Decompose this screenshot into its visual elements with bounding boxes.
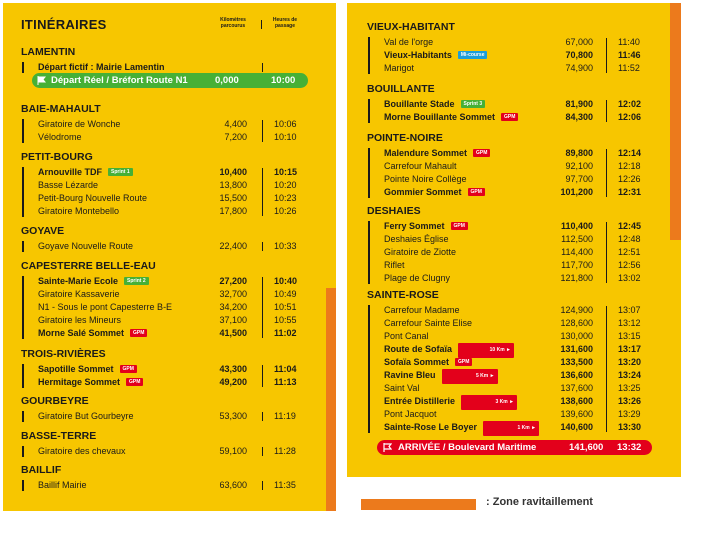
- row-km: 112,500: [561, 234, 593, 244]
- row-time: 13:20: [618, 357, 642, 367]
- column-separator: [606, 100, 607, 122]
- row-time: 13:26: [618, 396, 642, 406]
- row-km: 138,600: [560, 396, 593, 406]
- row-km: 89,800: [565, 148, 593, 158]
- row-km: 84,300: [565, 112, 593, 122]
- section-title: SAINTE-ROSE: [367, 289, 439, 301]
- itinerary-row: [3, 131, 323, 144]
- section-title: GOURBEYRE: [21, 395, 89, 407]
- row-km: 121,800: [560, 273, 593, 283]
- column-separator: [606, 38, 607, 73]
- section-title: TROIS-RIVIÈRES: [21, 348, 106, 360]
- row-km: 27,200: [219, 276, 247, 286]
- route-bar: [368, 305, 370, 433]
- route-bar: [22, 364, 24, 388]
- row-place: Morne Salé Sommet: [38, 328, 125, 338]
- row-km: 13,800: [219, 180, 247, 190]
- itinerary-row: [3, 179, 323, 192]
- row-place: Marigot: [384, 63, 415, 73]
- row-place: Sapotille Sommet: [38, 364, 114, 374]
- km-marker-badge: 10 Km ►: [458, 343, 514, 358]
- itinerary-row: [347, 186, 667, 199]
- itinerary-row: [347, 98, 667, 111]
- row-time: 11:46: [618, 50, 641, 60]
- col-header-separator: [261, 20, 262, 29]
- column-separator: [606, 306, 607, 432]
- row-km: 128,600: [560, 318, 593, 328]
- row-place: Route de Sofaïa: [384, 344, 453, 354]
- row-km: 34,200: [219, 302, 247, 312]
- column-separator: [262, 481, 263, 490]
- row-place: Bouillante Stade: [384, 99, 455, 109]
- row-place: Giratoire Kassaverie: [38, 289, 120, 299]
- row-place: Arnouville TDF: [38, 167, 103, 177]
- itinerary-row: [3, 192, 323, 205]
- gpm-badge: GPM: [473, 149, 490, 157]
- itinerary-row: [3, 301, 323, 314]
- row-place: Pont Jacquot: [384, 409, 437, 419]
- route-bar: [22, 411, 24, 422]
- itinerary-row: [347, 147, 667, 160]
- row-km: 136,600: [560, 370, 593, 380]
- itinerary-row: [3, 288, 323, 301]
- row-place: Ferry Sommet: [384, 221, 445, 231]
- itinerary-row: [347, 421, 667, 434]
- row-km: 133,500: [560, 357, 593, 367]
- itinerary-row: [3, 205, 323, 218]
- row-km: 43,300: [219, 364, 247, 374]
- row-km: 139,600: [560, 409, 593, 419]
- row-km: 67,000: [565, 37, 593, 47]
- row-place: Goyave Nouvelle Route: [38, 241, 134, 251]
- row-place: Pont Canal: [384, 331, 429, 341]
- row-km: 41,500: [219, 328, 247, 338]
- row-place: Gommier Sommet: [384, 187, 462, 197]
- row-time: 10:15: [274, 167, 298, 177]
- section-title: VIEUX-HABITANT: [367, 21, 455, 33]
- row-time: 11:35: [274, 480, 296, 490]
- itinerary-row: [347, 49, 667, 62]
- route-bar: [22, 446, 24, 457]
- mi-course-badge: Mi-course: [458, 51, 488, 59]
- col-header-time: Heures de passage: [272, 17, 298, 29]
- row-place: Giratoire des chevaux: [38, 446, 126, 456]
- section-title: CAPESTERRE BELLE-EAU: [21, 260, 156, 272]
- row-km: 131,600: [560, 344, 593, 354]
- section-title: BASSE-TERRE: [21, 430, 97, 442]
- refuel-zone-stripe-right: [670, 3, 681, 240]
- section-title: BAIE-MAHAULT: [21, 103, 101, 115]
- legend-swatch: [361, 499, 476, 510]
- row-place: Sainte-Rose Le Boyer: [384, 422, 478, 432]
- itinerary-row: [347, 272, 667, 285]
- itinerary-row: [347, 160, 667, 173]
- gpm-badge: GPM: [120, 365, 137, 373]
- row-place: Malendure Sommet: [384, 148, 468, 158]
- row-place: Vieux-Habitants: [384, 50, 452, 60]
- row-place: Plage de Clugny: [384, 273, 451, 283]
- itinerary-row: [347, 220, 667, 233]
- row-km: 32,700: [219, 289, 247, 299]
- row-km: 92,100: [565, 161, 593, 171]
- column-separator: [262, 242, 263, 251]
- row-km: 124,900: [560, 305, 593, 315]
- row-place: Giratoire Montebello: [38, 206, 120, 216]
- itinerary-row: [347, 356, 667, 369]
- itinerary-row: [3, 445, 323, 458]
- row-time: 10:20: [274, 180, 297, 190]
- row-place: Deshaies Église: [384, 234, 449, 244]
- arrival-name: ARRIVÉE / Boulevard Maritime: [398, 442, 537, 453]
- row-place: Départ fictif : Mairie Lamentin: [38, 62, 165, 72]
- column-separator: [606, 149, 607, 197]
- itinerary-row: [347, 408, 667, 421]
- row-time: 13:24: [618, 370, 642, 380]
- km-marker-badge: 3 Km ►: [461, 395, 517, 410]
- row-place: Ravine Bleu: [384, 370, 436, 380]
- row-time: 11:19: [274, 411, 296, 421]
- route-bar: [22, 276, 24, 339]
- km-marker-badge: 5 Km ►: [442, 369, 498, 384]
- row-km: 74,900: [565, 63, 593, 73]
- itinerary-row: [3, 118, 323, 131]
- column-separator: [262, 63, 263, 72]
- column-separator: [262, 120, 263, 142]
- row-km: 117,700: [561, 260, 593, 270]
- row-place: Giratoire les Mineurs: [38, 315, 122, 325]
- itinerary-row: [347, 382, 667, 395]
- start-banner: [32, 73, 308, 88]
- row-time: 11:04: [274, 364, 297, 374]
- row-place: Baillif Mairie: [38, 480, 87, 490]
- sprint-badge: Sprint 1: [108, 168, 133, 176]
- itinerary-row: [3, 166, 323, 179]
- arrival-time: 13:32: [617, 442, 642, 453]
- row-km: 0,000: [215, 75, 239, 86]
- row-place: Saint Val: [384, 383, 420, 393]
- row-place: Départ Réel / Bréfort Route N1: [51, 75, 188, 86]
- itinerary-row: [3, 376, 323, 389]
- route-bar: [368, 148, 370, 198]
- row-time: 13:30: [618, 422, 642, 432]
- row-place: Petit-Bourg Nouvelle Route: [38, 193, 148, 203]
- row-km: 101,200: [560, 187, 593, 197]
- itinerary-row: [3, 275, 323, 288]
- row-km: 37,100: [219, 315, 247, 325]
- refuel-zone-stripe-left: [326, 288, 336, 511]
- flag-icon: [37, 76, 46, 85]
- column-separator: [606, 222, 607, 283]
- gpm-badge: GPM: [451, 222, 468, 230]
- row-place: Entrée Distillerie: [384, 396, 456, 406]
- row-time: 11:02: [274, 328, 297, 338]
- row-time: 12:02: [618, 99, 642, 109]
- section-title: LAMENTIN: [21, 46, 76, 58]
- row-time: 13:25: [618, 383, 641, 393]
- row-place: Hermitage Sommet: [38, 377, 121, 387]
- itinerary-row: [3, 479, 323, 492]
- legend-label: : Zone ravitaillement: [486, 496, 593, 508]
- row-km: 22,400: [219, 241, 247, 251]
- itinerary-row: [347, 369, 667, 382]
- col-header-km: Kilomètres parcourus: [220, 17, 246, 29]
- row-km: 7,200: [224, 132, 247, 142]
- route-bar: [22, 167, 24, 217]
- section-title: POINTE-NOIRE: [367, 132, 443, 144]
- gpm-badge: GPM: [126, 378, 143, 386]
- row-time: 12:06: [618, 112, 642, 122]
- sprint-badge: Sprint 3: [461, 100, 486, 108]
- row-time: 11:40: [618, 37, 640, 47]
- route-bar: [368, 221, 370, 284]
- itinerary-row: [3, 74, 323, 87]
- row-km: 59,100: [219, 446, 247, 456]
- itinerary-row: [3, 363, 323, 376]
- itinerary-row: [3, 327, 323, 340]
- row-place: Basse Lézarde: [38, 180, 99, 190]
- itinerary-row: [347, 395, 667, 408]
- route-bar: [22, 241, 24, 252]
- row-place: N1 - Sous le pont Capesterre B-E: [38, 302, 173, 312]
- itinerary-row: [347, 62, 667, 75]
- route-bar: [22, 62, 24, 73]
- route-bar: [368, 99, 370, 123]
- itinerary-row: [347, 246, 667, 259]
- row-place: Sainte-Marie Ecole: [38, 276, 119, 286]
- gpm-badge: GPM: [501, 113, 518, 121]
- row-km: 10,400: [219, 167, 247, 177]
- row-time: 10:23: [274, 193, 297, 203]
- itinerary-row: [347, 259, 667, 272]
- row-place: Pointe Noire Collège: [384, 174, 467, 184]
- column-separator: [262, 168, 263, 216]
- itinerary-row: [3, 240, 323, 253]
- row-km: 53,300: [219, 411, 247, 421]
- row-km: 4,400: [224, 119, 247, 129]
- row-time: 10:55: [274, 315, 297, 325]
- row-time: 12:56: [618, 260, 641, 270]
- row-time: 13:07: [618, 305, 641, 315]
- row-time: 11:52: [618, 63, 640, 73]
- row-km: 114,400: [561, 247, 593, 257]
- row-time: 10:33: [274, 241, 297, 251]
- itinerary-row: [3, 410, 323, 423]
- row-time: 12:51: [618, 247, 641, 257]
- section-title: DESHAIES: [367, 205, 421, 217]
- arrival-km: 141,600: [569, 442, 604, 453]
- right-itinerary-panel: [347, 3, 681, 477]
- row-place: Giratoire de Wonche: [38, 119, 121, 129]
- row-time: 13:12: [618, 318, 641, 328]
- row-time: 10:40: [274, 276, 298, 286]
- row-km: 17,800: [219, 206, 247, 216]
- row-time: 10:10: [274, 132, 297, 142]
- itinerary-row: [347, 330, 667, 343]
- row-km: 130,000: [560, 331, 593, 341]
- row-time: 10:06: [274, 119, 297, 129]
- gpm-badge: GPM: [130, 329, 147, 337]
- sprint-badge: Sprint 2: [124, 277, 149, 285]
- itinerary-row: [347, 317, 667, 330]
- row-time: 13:29: [618, 409, 641, 419]
- row-time: 10:49: [274, 289, 297, 299]
- row-km: 70,800: [565, 50, 593, 60]
- km-marker-badge: 1 Km ►: [483, 421, 539, 436]
- itinerary-row: [347, 36, 667, 49]
- row-place: Carrefour Mahault: [384, 161, 457, 171]
- section-title: BAILLIF: [21, 464, 62, 476]
- row-place: Vélodrome: [38, 132, 82, 142]
- itinerary-row: [347, 304, 667, 317]
- section-title: PETIT-BOURG: [21, 151, 93, 163]
- column-separator: [262, 365, 263, 387]
- row-km: 110,400: [560, 221, 593, 231]
- arrival-banner: [377, 440, 652, 455]
- row-km: 97,700: [565, 174, 593, 184]
- itinerary-row: [347, 233, 667, 246]
- row-place: Riflet: [384, 260, 405, 270]
- row-time: 12:31: [618, 187, 642, 197]
- row-place: Sofaïa Sommet: [384, 357, 450, 367]
- column-separator: [262, 277, 263, 338]
- row-km: 140,600: [560, 422, 593, 432]
- row-km: 63,600: [219, 480, 247, 490]
- section-title: GOYAVE: [21, 225, 65, 237]
- route-bar: [22, 480, 24, 491]
- row-time: 12:26: [618, 174, 641, 184]
- row-time: 10:51: [274, 302, 297, 312]
- row-time: 13:17: [618, 344, 642, 354]
- row-time: 12:14: [618, 148, 642, 158]
- row-time: 12:45: [618, 221, 642, 231]
- row-time: 10:26: [274, 206, 297, 216]
- row-km: 49,200: [219, 377, 247, 387]
- itinerary-row: [3, 314, 323, 327]
- row-time: 11:13: [274, 377, 297, 387]
- row-km: 15,500: [219, 193, 247, 203]
- row-time: 10:00: [271, 75, 296, 86]
- row-km: 137,600: [560, 383, 593, 393]
- route-bar: [22, 119, 24, 143]
- page-title: ITINÉRAIRES: [21, 17, 107, 32]
- gpm-badge: GPM: [468, 188, 485, 196]
- column-separator: [262, 447, 263, 456]
- itinerary-row: [347, 173, 667, 186]
- row-place: Carrefour Sainte Elise: [384, 318, 473, 328]
- row-place: Morne Bouillante Sommet: [384, 112, 496, 122]
- row-time: 13:02: [618, 273, 641, 283]
- row-time: 11:28: [274, 446, 296, 456]
- row-time: 12:48: [618, 234, 641, 244]
- row-time: 13:15: [618, 331, 641, 341]
- column-separator: [262, 412, 263, 421]
- row-place: Giratoire de Ziotte: [384, 247, 457, 257]
- row-time: 12:18: [618, 161, 641, 171]
- flag-icon: [383, 443, 392, 452]
- left-itinerary-panel: [3, 3, 336, 511]
- itinerary-row: [347, 343, 667, 356]
- section-title: BOUILLANTE: [367, 83, 435, 95]
- route-bar: [368, 37, 370, 74]
- row-km: 81,900: [565, 99, 593, 109]
- itinerary-row: [347, 111, 667, 124]
- gpm-badge: GPM: [455, 358, 472, 366]
- row-place: Giratoire But Gourbeyre: [38, 411, 134, 421]
- row-place: Val de l'orge: [384, 37, 434, 47]
- row-place: Carrefour Madame: [384, 305, 460, 315]
